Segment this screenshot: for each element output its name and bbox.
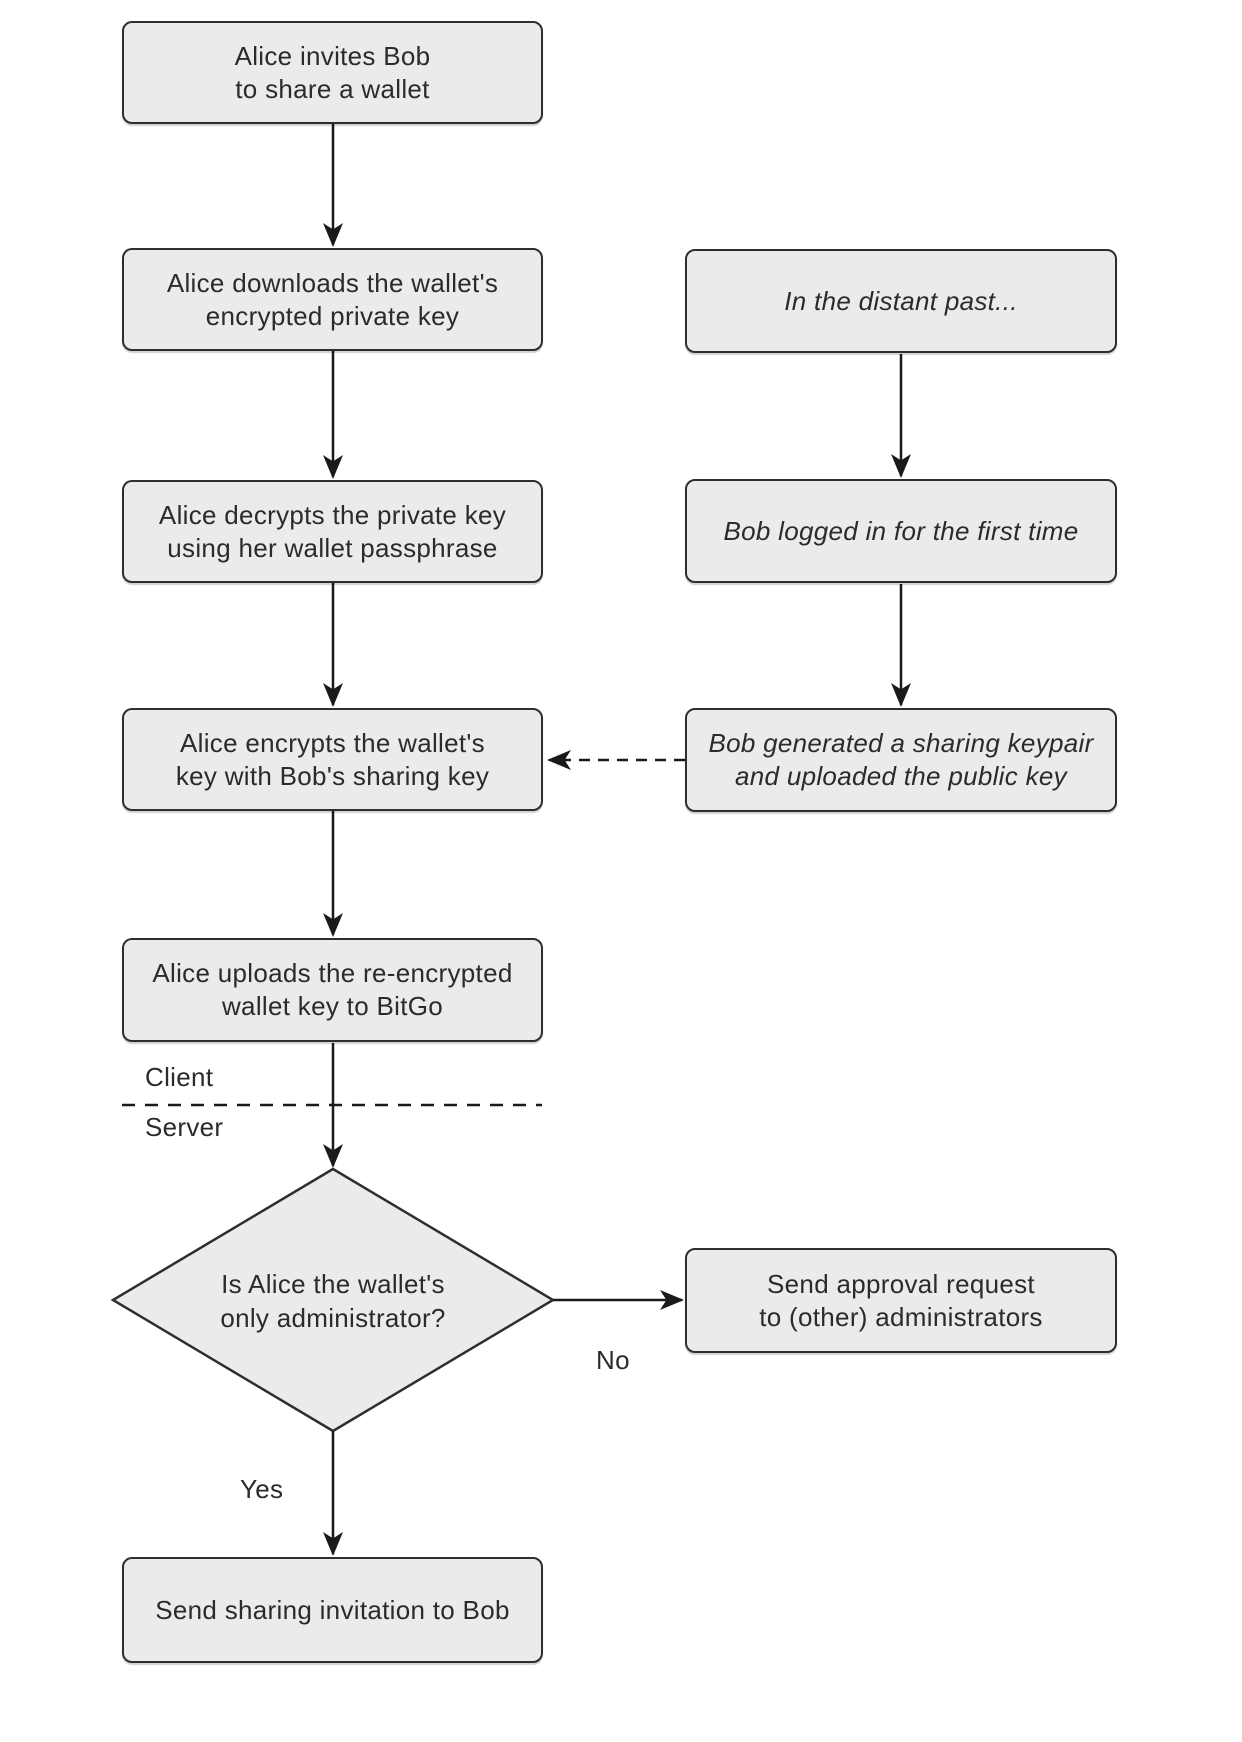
node-alice-invites-bob bbox=[122, 21, 543, 124]
node-text: In the distant past... bbox=[784, 285, 1018, 316]
node-alice-decrypts-key bbox=[122, 480, 543, 583]
node-alice-encrypts-key bbox=[122, 708, 543, 811]
node-text: Alice decrypts the private key bbox=[158, 499, 507, 530]
node-bob-generated-keypair bbox=[685, 708, 1117, 812]
node-text: Alice uploads the re-encrypted bbox=[152, 958, 513, 988]
edge-label-no: No bbox=[596, 1345, 630, 1375]
node-text: Bob logged in for the first time bbox=[723, 515, 1079, 546]
node-alice-uploads-key bbox=[122, 938, 543, 1042]
node-decision-only-admin bbox=[133, 1262, 533, 1340]
node-text: Is Alice the wallet's bbox=[221, 1269, 445, 1299]
node-text: wallet key to BitGo bbox=[221, 991, 443, 1021]
node-send-approval-request bbox=[685, 1248, 1117, 1353]
node-alice-downloads-key bbox=[122, 248, 543, 351]
node-text: to (other) administrators bbox=[759, 1301, 1043, 1332]
node-text: Send approval request bbox=[767, 1268, 1035, 1299]
node-send-sharing-invitation bbox=[122, 1557, 543, 1663]
lane-label-server: Server bbox=[145, 1112, 224, 1142]
node-text: Bob generated a sharing keypair bbox=[708, 728, 1094, 758]
node-text: Alice invites Bob bbox=[234, 40, 431, 71]
lane-label-client: Client bbox=[145, 1062, 214, 1092]
node-text: encrypted private key bbox=[205, 300, 460, 331]
node-text: Alice downloads the wallet's bbox=[166, 267, 499, 298]
node-in-the-distant-past bbox=[685, 249, 1117, 353]
node-text: to share a wallet bbox=[235, 73, 430, 104]
node-text: Alice encrypts the wallet's bbox=[180, 727, 485, 758]
node-text: only administrator? bbox=[220, 1303, 446, 1333]
node-text: Send sharing invitation to Bob bbox=[155, 1594, 510, 1625]
node-bob-logged-in bbox=[685, 479, 1117, 583]
node-text: key with Bob's sharing key bbox=[175, 760, 490, 791]
node-text: and uploaded the public key bbox=[735, 761, 1067, 791]
node-text: using her wallet passphrase bbox=[167, 532, 498, 563]
edge-label-yes: Yes bbox=[240, 1474, 284, 1504]
